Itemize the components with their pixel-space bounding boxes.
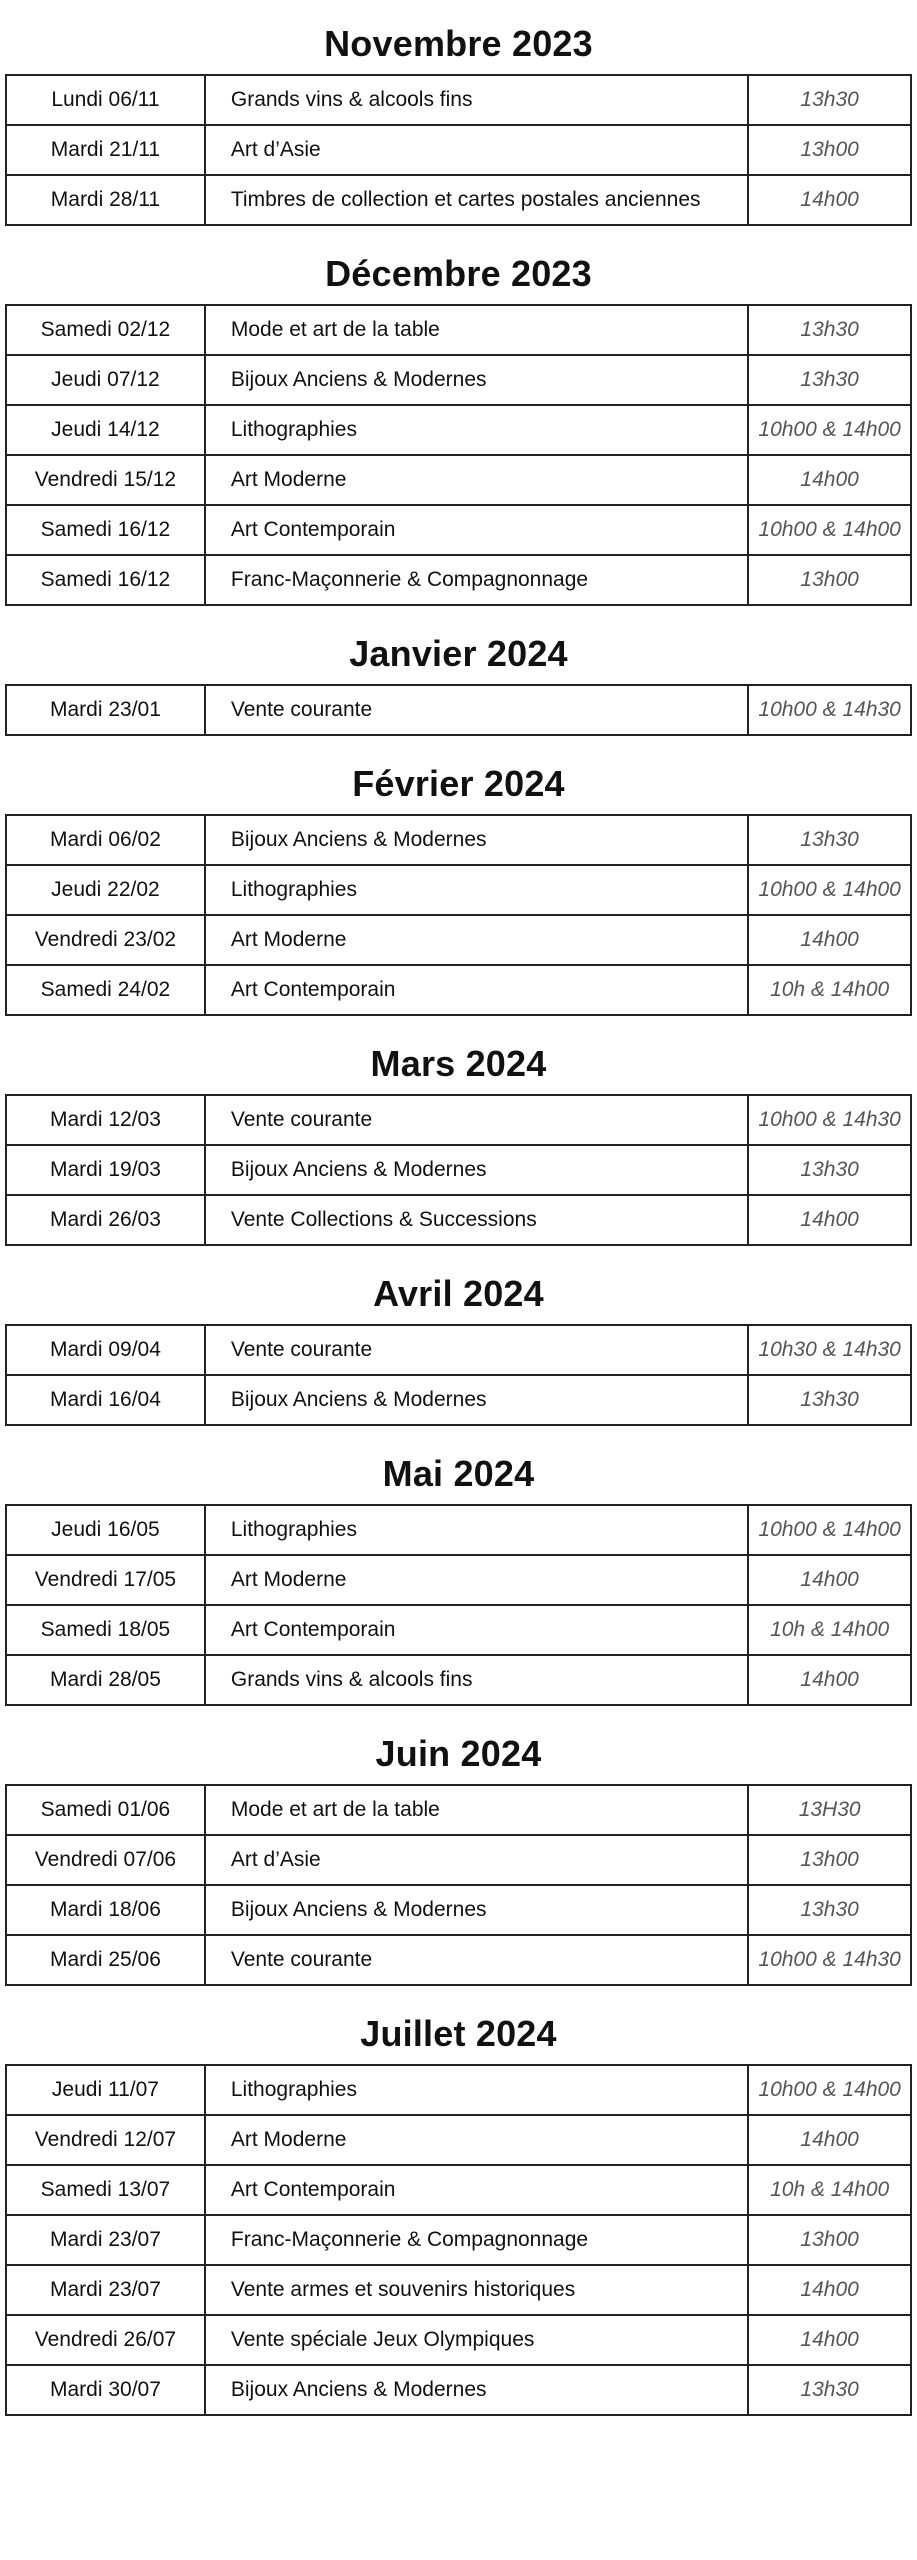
sale-time-cell: 10h00 & 14h00 (748, 405, 911, 455)
sale-title-cell: Art d’Asie (205, 125, 748, 175)
sale-time-cell: 13h00 (748, 125, 911, 175)
table-row (6, 2215, 911, 2265)
sale-time-cell: 10h00 & 14h00 (748, 1505, 911, 1555)
month-heading: Mai 2024 (382, 1453, 535, 1494)
sale-title-cell: Bijoux Anciens & Modernes (205, 2365, 748, 2415)
table-row (6, 2365, 911, 2415)
sale-time-cell: 14h00 (748, 455, 911, 505)
sale-title-cell: Lithographies (205, 1505, 748, 1555)
sale-time-cell: 14h00 (748, 1195, 911, 1245)
table-row (6, 75, 911, 125)
sale-date-cell: Vendredi 26/07 (6, 2315, 205, 2365)
sale-time-cell: 14h00 (748, 1655, 911, 1705)
table-row (6, 2265, 911, 2315)
month-heading: Juillet 2024 (360, 2013, 557, 2054)
sale-time-cell: 14h00 (748, 915, 911, 965)
table-row (6, 965, 911, 1015)
sale-date-cell: Samedi 18/05 (6, 1605, 205, 1655)
sale-time-cell: 10h00 & 14h00 (748, 865, 911, 915)
table-row (6, 405, 911, 455)
sale-title-cell: Art Contemporain (205, 965, 748, 1015)
sale-time-cell: 10h00 & 14h30 (748, 1095, 911, 1145)
table-row (6, 1095, 911, 1145)
sale-date-cell: Samedi 13/07 (6, 2165, 205, 2215)
sale-date-cell: Samedi 16/12 (6, 555, 205, 605)
sale-title-cell: Art d’Asie (205, 1835, 748, 1885)
table-row (6, 915, 911, 965)
sale-date-cell: Mardi 28/05 (6, 1655, 205, 1705)
sale-title-cell: Lithographies (205, 2065, 748, 2115)
sale-title-cell: Vente armes et souvenirs historiques (205, 2265, 748, 2315)
sale-date-cell: Jeudi 11/07 (6, 2065, 205, 2115)
table-row (6, 355, 911, 405)
sale-time-cell: 13h30 (748, 305, 911, 355)
sales-table (5, 814, 912, 1016)
sale-title-cell: Bijoux Anciens & Modernes (205, 815, 748, 865)
sale-date-cell: Vendredi 23/02 (6, 915, 205, 965)
sale-time-cell: 13h00 (748, 2215, 911, 2265)
month-section (0, 1034, 917, 1246)
table-row (6, 815, 911, 865)
sale-title-cell: Lithographies (205, 405, 748, 455)
table-row (6, 1655, 911, 1705)
sale-title-cell: Franc-Maçonnerie & Compagnonnage (205, 2215, 748, 2265)
table-row (6, 685, 911, 735)
sales-table (5, 1324, 912, 1426)
sale-time-cell: 13h30 (748, 75, 911, 125)
sale-time-cell: 14h00 (748, 175, 911, 225)
sale-time-cell: 10h00 & 14h30 (748, 685, 911, 735)
sale-title-cell: Vente courante (205, 1325, 748, 1375)
sale-date-cell: Samedi 16/12 (6, 505, 205, 555)
sale-time-cell: 13H30 (748, 1785, 911, 1835)
month-heading: Février 2024 (352, 763, 565, 804)
table-row (6, 865, 911, 915)
sale-title-cell: Vente courante (205, 685, 748, 735)
table-row (6, 2115, 911, 2165)
sale-time-cell: 10h & 14h00 (748, 1605, 911, 1655)
table-row (6, 175, 911, 225)
sale-date-cell: Mardi 23/07 (6, 2265, 205, 2315)
sale-title-cell: Timbres de collection et cartes postales anciennes (205, 175, 748, 225)
sale-title-cell: Art Contemporain (205, 2165, 748, 2215)
table-row (6, 125, 911, 175)
sale-time-cell: 10h00 & 14h00 (748, 2065, 911, 2115)
sale-date-cell: Mardi 23/01 (6, 685, 205, 735)
sale-date-cell: Samedi 01/06 (6, 1785, 205, 1835)
sale-title-cell: Vente Collections & Successions (205, 1195, 748, 1245)
sale-date-cell: Jeudi 07/12 (6, 355, 205, 405)
table-row (6, 505, 911, 555)
month-section (0, 2004, 917, 2416)
month-heading: Juin 2024 (375, 1733, 542, 1774)
table-row (6, 305, 911, 355)
month-heading: Janvier 2024 (349, 633, 568, 674)
sale-date-cell: Jeudi 22/02 (6, 865, 205, 915)
sale-date-cell: Mardi 30/07 (6, 2365, 205, 2415)
month-heading: Novembre 2023 (324, 23, 593, 64)
sale-title-cell: Vente courante (205, 1095, 748, 1145)
sale-date-cell: Mardi 25/06 (6, 1935, 205, 1985)
month-section (0, 1724, 917, 1986)
sales-table (5, 684, 912, 736)
sale-date-cell: Mardi 06/02 (6, 815, 205, 865)
sales-table (5, 1784, 912, 1986)
sale-date-cell: Vendredi 07/06 (6, 1835, 205, 1885)
sale-time-cell: 13h30 (748, 1885, 911, 1935)
month-section (0, 1444, 917, 1706)
sale-title-cell: Art Contemporain (205, 1605, 748, 1655)
sale-time-cell: 10h30 & 14h30 (748, 1325, 911, 1375)
sale-title-cell: Bijoux Anciens & Modernes (205, 1145, 748, 1195)
sale-date-cell: Mardi 23/07 (6, 2215, 205, 2265)
month-section (0, 14, 917, 226)
sale-date-cell: Mardi 19/03 (6, 1145, 205, 1195)
sale-time-cell: 14h00 (748, 2115, 911, 2165)
sale-time-cell: 13h30 (748, 2365, 911, 2415)
sale-time-cell: 10h & 14h00 (748, 2165, 911, 2215)
sale-title-cell: Vente courante (205, 1935, 748, 1985)
sale-title-cell: Bijoux Anciens & Modernes (205, 1885, 748, 1935)
table-row (6, 1885, 911, 1935)
month-section (0, 624, 917, 736)
sale-date-cell: Jeudi 16/05 (6, 1505, 205, 1555)
sale-time-cell: 13h30 (748, 1375, 911, 1425)
table-row (6, 2165, 911, 2215)
table-row (6, 1325, 911, 1375)
table-row (6, 1935, 911, 1985)
sale-date-cell: Vendredi 17/05 (6, 1555, 205, 1605)
sales-table (5, 1094, 912, 1246)
sale-time-cell: 14h00 (748, 2315, 911, 2365)
sale-date-cell: Lundi 06/11 (6, 75, 205, 125)
sale-date-cell: Samedi 24/02 (6, 965, 205, 1015)
sale-time-cell: 13h00 (748, 1835, 911, 1885)
table-row (6, 1145, 911, 1195)
month-heading: Décembre 2023 (325, 253, 592, 294)
sale-date-cell: Mardi 16/04 (6, 1375, 205, 1425)
sale-date-cell: Mardi 09/04 (6, 1325, 205, 1375)
sale-title-cell: Art Contemporain (205, 505, 748, 555)
sale-time-cell: 14h00 (748, 2265, 911, 2315)
sale-title-cell: Art Moderne (205, 455, 748, 505)
month-section (0, 754, 917, 1016)
table-row (6, 1835, 911, 1885)
sale-time-cell: 10h & 14h00 (748, 965, 911, 1015)
table-row (6, 555, 911, 605)
sale-time-cell: 13h00 (748, 555, 911, 605)
sale-time-cell: 13h30 (748, 815, 911, 865)
month-section (0, 244, 917, 606)
sale-time-cell: 13h30 (748, 355, 911, 405)
table-row (6, 1195, 911, 1245)
month-heading: Mars 2024 (370, 1043, 547, 1084)
sale-date-cell: Samedi 02/12 (6, 305, 205, 355)
table-row (6, 1375, 911, 1425)
sale-title-cell: Art Moderne (205, 2115, 748, 2165)
sale-time-cell: 14h00 (748, 1555, 911, 1605)
month-section (0, 1264, 917, 1426)
sales-table (5, 1504, 912, 1706)
sale-date-cell: Mardi 21/11 (6, 125, 205, 175)
table-row (6, 2065, 911, 2115)
sale-date-cell: Vendredi 12/07 (6, 2115, 205, 2165)
sale-time-cell: 10h00 & 14h00 (748, 505, 911, 555)
sale-title-cell: Franc-Maçonnerie & Compagnonnage (205, 555, 748, 605)
table-row (6, 1785, 911, 1835)
sale-time-cell: 10h00 & 14h30 (748, 1935, 911, 1985)
sale-date-cell: Vendredi 15/12 (6, 455, 205, 505)
sales-table (5, 74, 912, 226)
sale-date-cell: Jeudi 14/12 (6, 405, 205, 455)
sale-title-cell: Art Moderne (205, 915, 748, 965)
sales-table (5, 304, 912, 606)
sale-time-cell: 13h30 (748, 1145, 911, 1195)
sale-title-cell: Bijoux Anciens & Modernes (205, 355, 748, 405)
table-row (6, 1605, 911, 1655)
sales-table (5, 2064, 912, 2416)
sale-title-cell: Mode et art de la table (205, 1785, 748, 1835)
sale-title-cell: Lithographies (205, 865, 748, 915)
table-row (6, 2315, 911, 2365)
sale-title-cell: Vente spéciale Jeux Olympiques (205, 2315, 748, 2365)
sale-date-cell: Mardi 28/11 (6, 175, 205, 225)
month-heading: Avril 2024 (373, 1273, 544, 1314)
sale-title-cell: Art Moderne (205, 1555, 748, 1605)
sale-date-cell: Mardi 18/06 (6, 1885, 205, 1935)
sale-title-cell: Mode et art de la table (205, 305, 748, 355)
sale-title-cell: Grands vins & alcools fins (205, 1655, 748, 1705)
table-row (6, 1505, 911, 1555)
sale-date-cell: Mardi 26/03 (6, 1195, 205, 1245)
sale-title-cell: Grands vins & alcools fins (205, 75, 748, 125)
table-row (6, 1555, 911, 1605)
sale-date-cell: Mardi 12/03 (6, 1095, 205, 1145)
sale-title-cell: Bijoux Anciens & Modernes (205, 1375, 748, 1425)
table-row (6, 455, 911, 505)
